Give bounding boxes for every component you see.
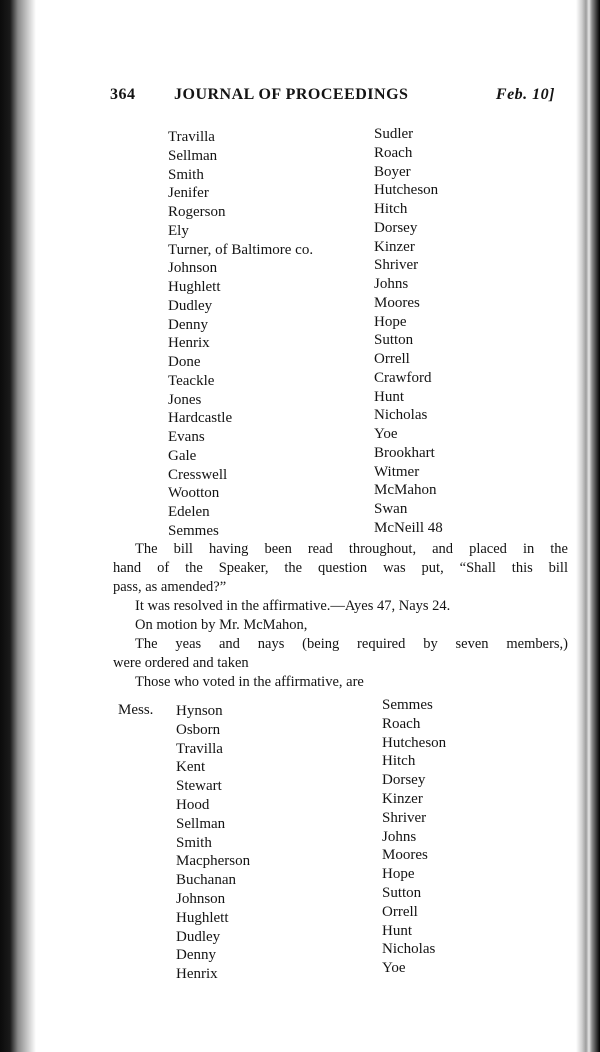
member-name: Hynson [176, 703, 223, 719]
scanned-page-edge [576, 0, 600, 1052]
member-name: Macpherson [176, 853, 251, 870]
proceedings-text [113, 540, 568, 692]
member-name: Semmes [382, 697, 433, 713]
member-name: Brookhart [374, 444, 435, 461]
member-name: Hitch [382, 753, 416, 770]
member-name: Cresswell [168, 466, 228, 483]
nays-list-right [374, 125, 443, 538]
member-name: Kinzer [374, 238, 415, 255]
member-name: Hitch [374, 201, 408, 217]
member-name: Sutton [374, 332, 414, 349]
member-name: Nicholas [374, 407, 428, 424]
member-name: Wootton [168, 485, 220, 502]
page-number: 364 [110, 86, 136, 103]
member-name: Yoe [374, 426, 398, 442]
member-name: Edelen [168, 504, 210, 520]
member-name: Shriver [382, 809, 427, 826]
member-name: Hood [176, 796, 210, 813]
member-name: Stewart [176, 778, 222, 795]
paragraph-line: Those who voted in the affirmative, are [135, 674, 364, 690]
member-name: Hope [382, 866, 415, 883]
member-name: Hunt [374, 388, 404, 405]
paragraph-line: The bill having been read throughout, and placed in the [135, 541, 568, 557]
member-name: Smith [168, 166, 204, 183]
member-name: Jones [168, 391, 202, 408]
member-name: Dorsey [382, 772, 426, 789]
member-name: Denny [176, 947, 216, 964]
member-name: Hardcastle [168, 410, 233, 427]
member-name: Moores [374, 294, 420, 311]
member-name: Witmer [374, 463, 420, 480]
member-name: Yoe [382, 960, 406, 977]
member-name: Hope [374, 313, 407, 330]
paragraph-line: pass, as amended?” [113, 579, 227, 595]
member-name: Orrell [374, 351, 410, 367]
ayes-prefix: Mess. [118, 702, 154, 718]
member-name: Done [168, 354, 201, 370]
member-name: Hunt [382, 922, 412, 939]
member-name: Sellman [168, 147, 218, 164]
page-title: JOURNAL OF PROCEEDINGS [174, 86, 409, 103]
member-name: Evans [168, 429, 205, 445]
member-name: Buchanan [176, 872, 236, 889]
member-name: Denny [168, 316, 208, 333]
member-name: Moores [382, 847, 428, 864]
member-name: Smith [176, 834, 212, 851]
member-name: Henrix [176, 966, 218, 983]
member-name: Kent [176, 759, 206, 776]
member-name: Jenifer [168, 185, 209, 202]
member-name: Sutton [382, 884, 422, 901]
member-name: Crawford [374, 369, 432, 386]
paragraph-line: were ordered and taken [113, 655, 249, 671]
member-name: Shriver [374, 257, 419, 274]
member-name: Semmes [168, 522, 219, 539]
journal-page [48, 0, 573, 1052]
member-name: Dorsey [374, 219, 418, 236]
member-name: Roach [382, 715, 421, 732]
member-name: Sudler [374, 126, 414, 142]
ayes-list-right [382, 696, 446, 978]
member-name: Roach [374, 144, 413, 161]
member-name: Travilla [168, 129, 215, 145]
member-name: Boyer [374, 163, 411, 180]
member-name: Dudley [176, 928, 221, 945]
member-name: Hughlett [168, 279, 221, 295]
member-name: Osborn [176, 721, 221, 738]
member-name: Kinzer [382, 790, 423, 807]
member-name: Johns [374, 276, 409, 292]
member-name: Hutcheson [382, 734, 447, 751]
member-name: Gale [168, 447, 197, 464]
member-name: Hughlett [176, 909, 229, 926]
page-date: Feb. 10] [495, 86, 555, 103]
member-name: Henrix [168, 335, 210, 352]
member-name: Rogerson [168, 204, 226, 220]
ayes-list-left [176, 702, 250, 984]
member-name: Swan [374, 501, 408, 517]
member-name: Johnson [168, 260, 218, 277]
member-name: Dudley [168, 297, 213, 314]
paragraph-line: The yeas and nays (being required by seven members,) [135, 636, 568, 652]
member-name: Hutcheson [374, 182, 439, 199]
member-name: Johnson [176, 890, 226, 907]
paragraph-line: On motion by Mr. McMahon, [135, 617, 308, 633]
member-name: Turner, of Baltimore co. [168, 241, 314, 258]
member-name: Sellman [176, 815, 226, 832]
nays-list-left [168, 128, 313, 541]
paragraph-line: It was resolved in the affirmative.—Ayes 47, Nays 24. [135, 598, 451, 614]
member-name: McMahon [374, 482, 437, 499]
member-name: Nicholas [382, 941, 436, 958]
member-name: McNeill 48 [374, 519, 443, 536]
member-name: Johns [382, 828, 417, 845]
member-name: Orrell [382, 903, 418, 920]
member-name: Travilla [176, 740, 223, 757]
scanned-binding-edge [0, 0, 42, 1052]
member-name: Teackle [168, 372, 215, 389]
paragraph-line: hand of the Speaker, the question was put, “Shall this bill [113, 560, 568, 576]
member-name: Ely [168, 222, 189, 239]
